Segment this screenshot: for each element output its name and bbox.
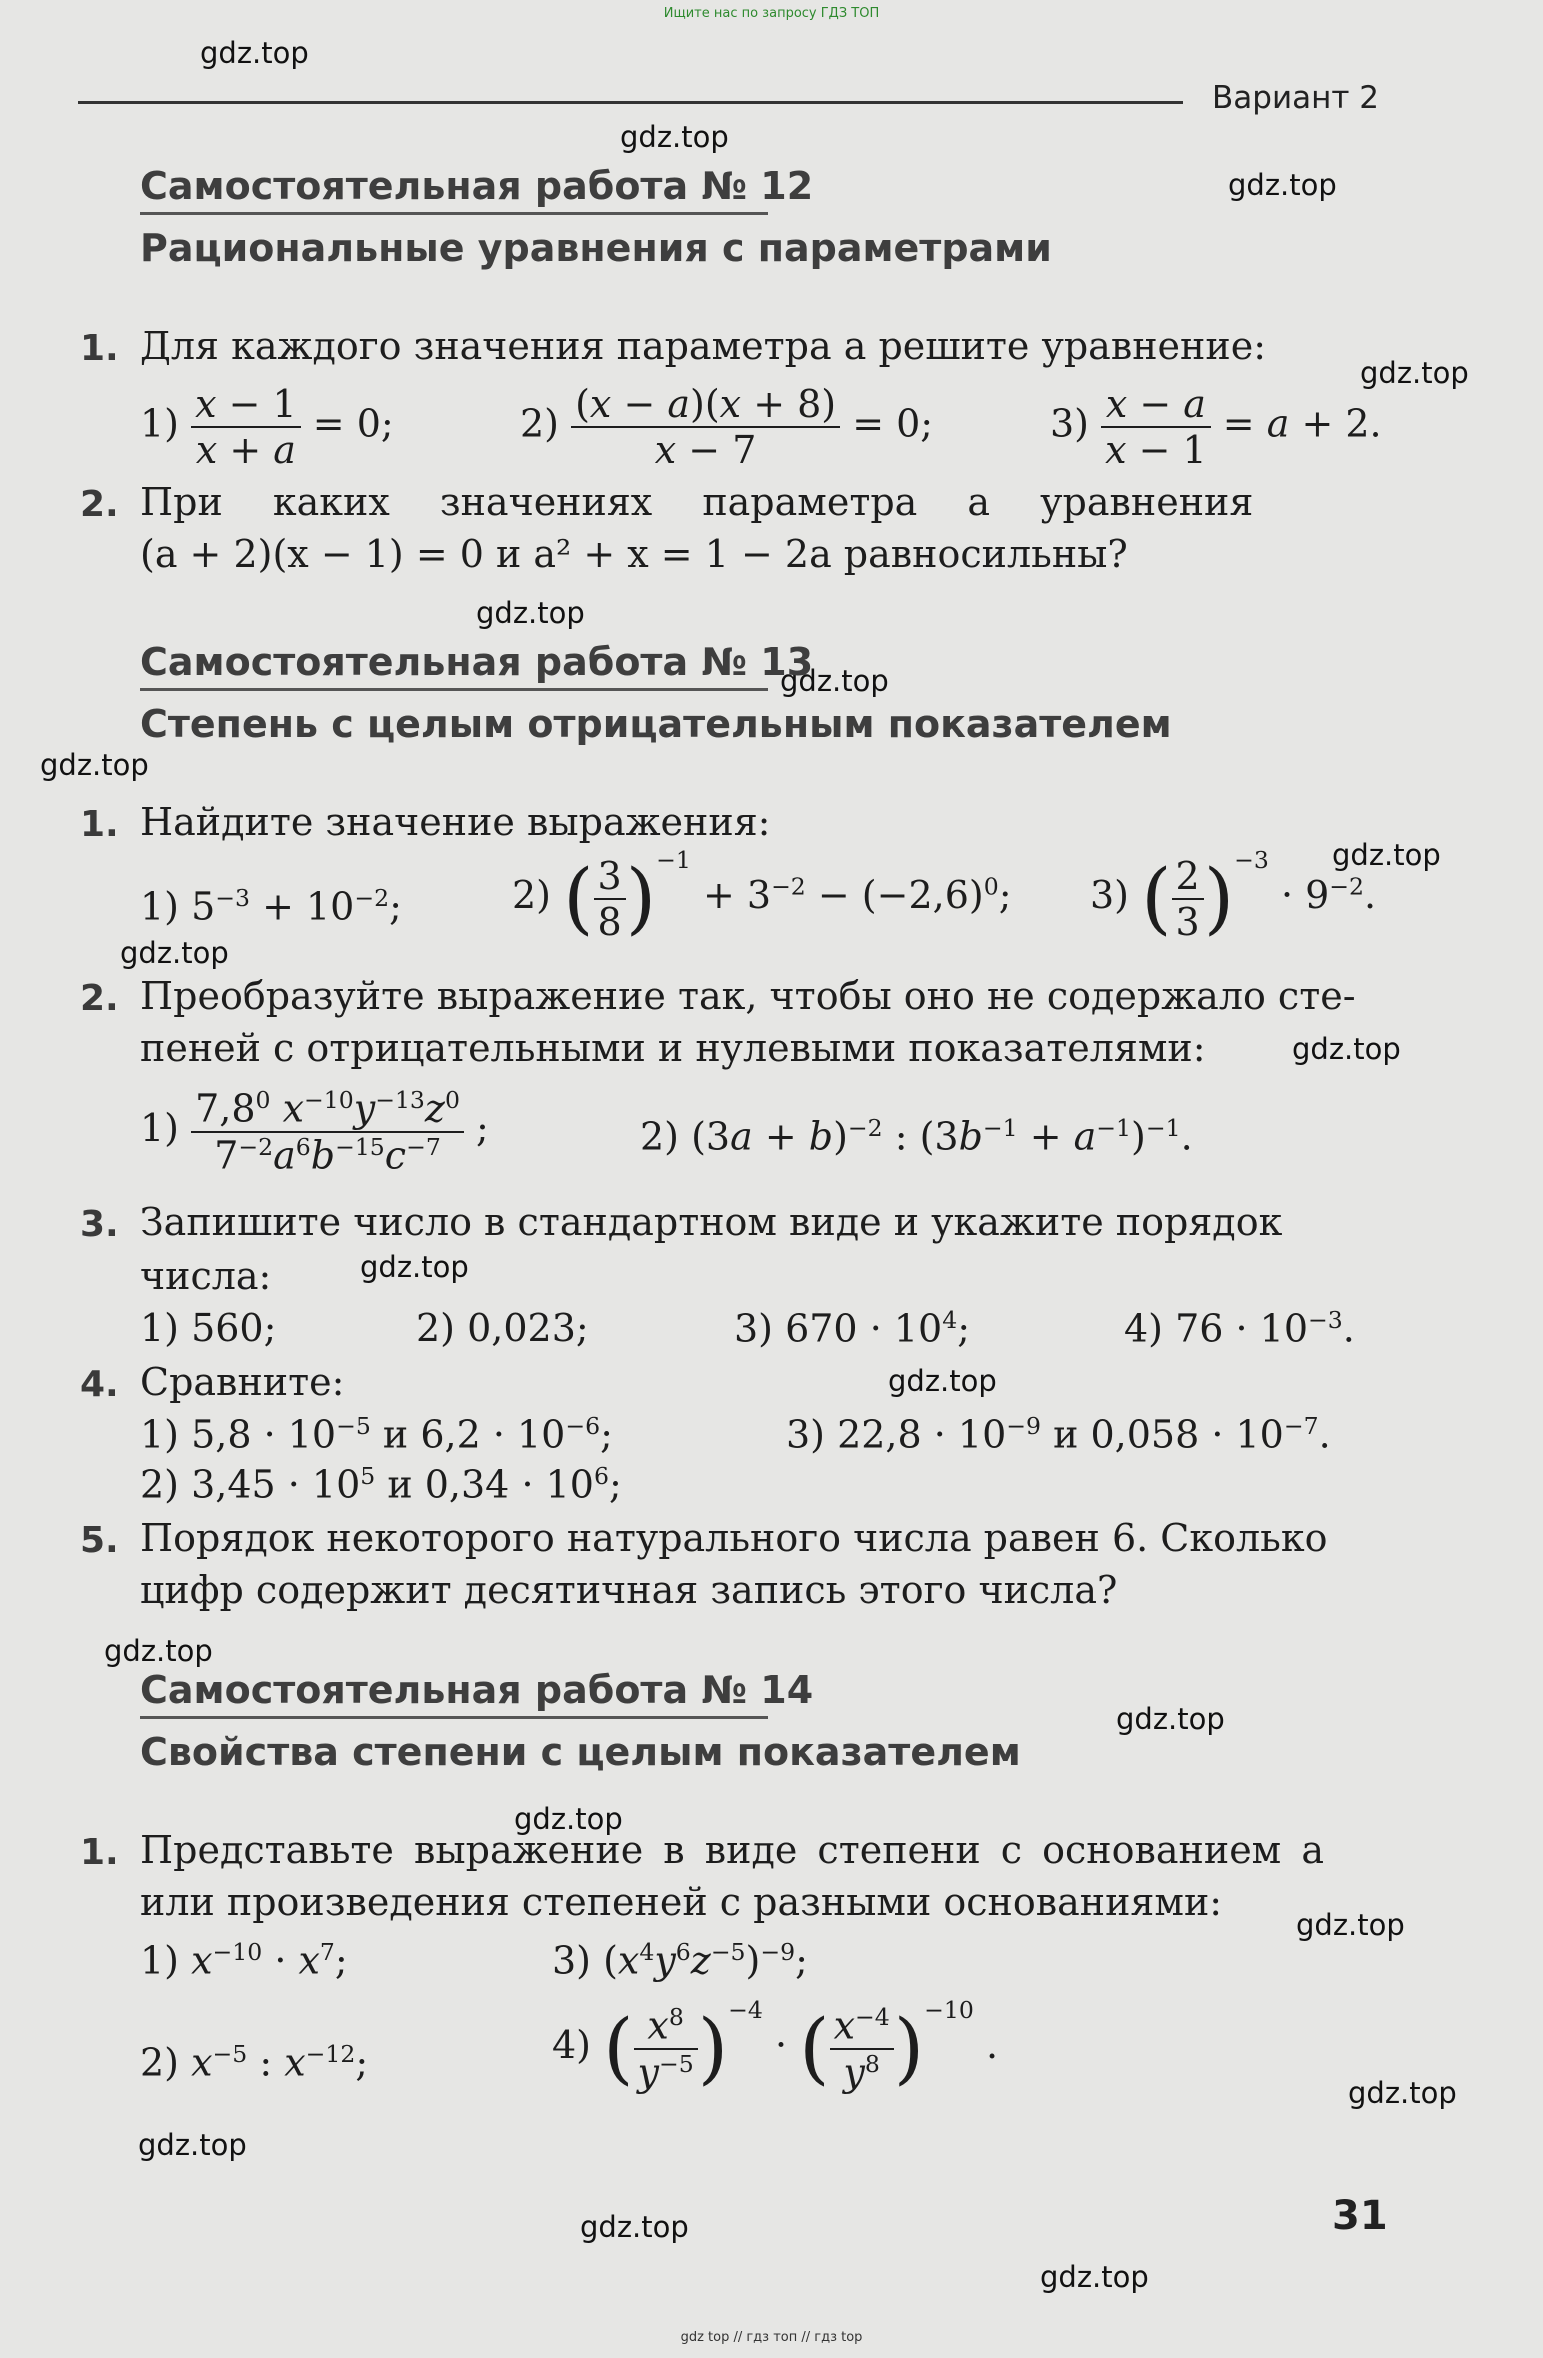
task-item: 3) $670 \cdot 10^4$;: [734, 1306, 970, 1351]
header-rule: [78, 101, 1183, 104]
task-item: 1) $5,8 \cdot 10^{-5}$ и $6,2 \cdot 10^{-6}$;: [140, 1412, 613, 1457]
task-text: Порядок некоторого натурального числа равен 6. Сколько: [140, 1516, 1328, 1560]
work14-title: Самостоятельная работа № 14: [140, 1668, 814, 1712]
task-item: 2) ( $\frac{3}{8}$ )$^{-1} + 3^{-2} - (-2,6)^0$;: [512, 846, 1012, 944]
task-item: 1) $x^{-10} \cdot x^7$;: [140, 1938, 348, 1983]
task-number: 1.: [80, 804, 119, 845]
task-text: Для каждого значения параметра a решите уравнение:: [140, 324, 1266, 368]
watermark: gdz.top: [1360, 356, 1469, 390]
task-item: 3) $22,8 \cdot 10^{-9}$ и $0,058 \cdot 10^{-7}$.: [786, 1412, 1331, 1457]
task-text: Представьте выражение в виде степени с основанием a: [140, 1828, 1324, 1872]
page-number: 31: [1332, 2193, 1388, 2239]
task-item: 1) $5^{-3} + 10^{-2}$;: [140, 884, 402, 929]
watermark: gdz.top: [120, 936, 229, 970]
task-text: числа:: [140, 1254, 272, 1298]
watermark: gdz.top: [360, 1250, 469, 1284]
task-number: 2.: [80, 978, 119, 1019]
task-text: Преобразуйте выражение так, чтобы оно не содержало сте-: [140, 974, 1356, 1018]
work14-subtitle: Свойства степени с целым показателем: [140, 1730, 1021, 1774]
watermark: gdz.top: [514, 1802, 623, 1836]
watermark: gdz.top: [1040, 2260, 1149, 2294]
task-text: (a + 2)(x − 1) = 0 и a² + x = 1 − 2a равносильны?: [140, 532, 1128, 576]
task-text: Найдите значение выражения:: [140, 800, 771, 844]
task-item: 4) $76 \cdot 10^{-3}$.: [1124, 1306, 1355, 1351]
watermark: gdz.top: [138, 2128, 247, 2162]
work13-subtitle: Степень с целым отрицательным показателем: [140, 702, 1172, 746]
task-text: При каких значениях параметра a уравнения: [140, 480, 1254, 524]
task-item: 2) $3,45 \cdot 10^5$ и $0,34 \cdot 10^6$;: [140, 1462, 622, 1507]
task-item: 3) $(x^4y^6z^{-5})^{-9}$;: [552, 1938, 808, 1983]
watermark: gdz.top: [1116, 1702, 1225, 1736]
watermark: gdz.top: [580, 2210, 689, 2244]
task-text: Сравните:: [140, 1360, 345, 1404]
task-number: 2.: [80, 484, 119, 525]
watermark: gdz.top: [620, 120, 729, 154]
work12-subtitle: Рациональные уравнения с параметрами: [140, 226, 1052, 270]
title-underline: [140, 688, 768, 691]
task-text: Запишите число в стандартном виде и укажите порядок: [140, 1200, 1283, 1244]
task-item: 4) ( $\frac{x^8}{y^{-5}}$ )$^{-4}$ · ( $\frac{x^{-4}}{y^8}$ )$^{-10}$ .: [552, 1996, 999, 2095]
watermark: gdz.top: [1292, 1032, 1401, 1066]
task-item: 2) $(3a + b)^{-2}$ : $(3b^{-1} + a^{-1})^{-1}$.: [640, 1114, 1193, 1159]
task-text: цифр содержит десятичная запись этого числа?: [140, 1568, 1118, 1612]
task-item: 2) $\frac{(x - a)(x + 8)}{x - 7}$ = 0;: [520, 382, 934, 472]
task-number: 1.: [80, 1832, 119, 1873]
task-number: 5.: [80, 1520, 119, 1561]
site-note-bottom: gdz top // гдз топ // гдз top: [680, 2330, 863, 2345]
site-note-top: Ищите нас по запросу ГДЗ ТОП: [663, 6, 880, 21]
task-item: 1) $\frac{7,8^0 x^{-10}y^{-13}z^0}{7^{-2}a^6b^{-15}c^{-7}}$ ;: [140, 1086, 489, 1178]
watermark: gdz.top: [200, 36, 309, 70]
task-item: 1) $\frac{x - 1}{x + a}$ = 0;: [140, 382, 394, 472]
task-number: 3.: [80, 1204, 119, 1245]
task-text: пеней с отрицательными и нулевыми показателями:: [140, 1026, 1206, 1070]
watermark: gdz.top: [40, 748, 149, 782]
watermark: gdz.top: [1348, 2076, 1457, 2110]
task-item: 3) ( $\frac{2}{3}$ )$^{-3} \cdot 9^{-2}$.: [1090, 846, 1377, 944]
watermark: gdz.top: [1228, 168, 1337, 202]
task-item: 3) $\frac{x - a}{x - 1}$ = a + 2.: [1050, 382, 1382, 472]
watermark: gdz.top: [1296, 1908, 1405, 1942]
task-item: 1) 560;: [140, 1306, 277, 1350]
task-text: или произведения степеней с разными основаниями:: [140, 1880, 1223, 1924]
watermark: gdz.top: [780, 664, 889, 698]
task-number: 4.: [80, 1364, 119, 1405]
watermark: gdz.top: [888, 1364, 997, 1398]
work12-title: Самостоятельная работа № 12: [140, 164, 814, 208]
watermark: gdz.top: [1332, 838, 1441, 872]
title-underline: [140, 212, 768, 215]
task-item: 2) $x^{-5}$ : $x^{-12}$;: [140, 2040, 369, 2085]
variant-label: Вариант 2: [1212, 80, 1379, 116]
work13-title: Самостоятельная работа № 13: [140, 640, 814, 684]
task-item: 2) 0,023;: [416, 1306, 589, 1350]
title-underline: [140, 1716, 768, 1719]
watermark: gdz.top: [104, 1634, 213, 1668]
task-number: 1.: [80, 328, 119, 369]
watermark: gdz.top: [476, 596, 585, 630]
